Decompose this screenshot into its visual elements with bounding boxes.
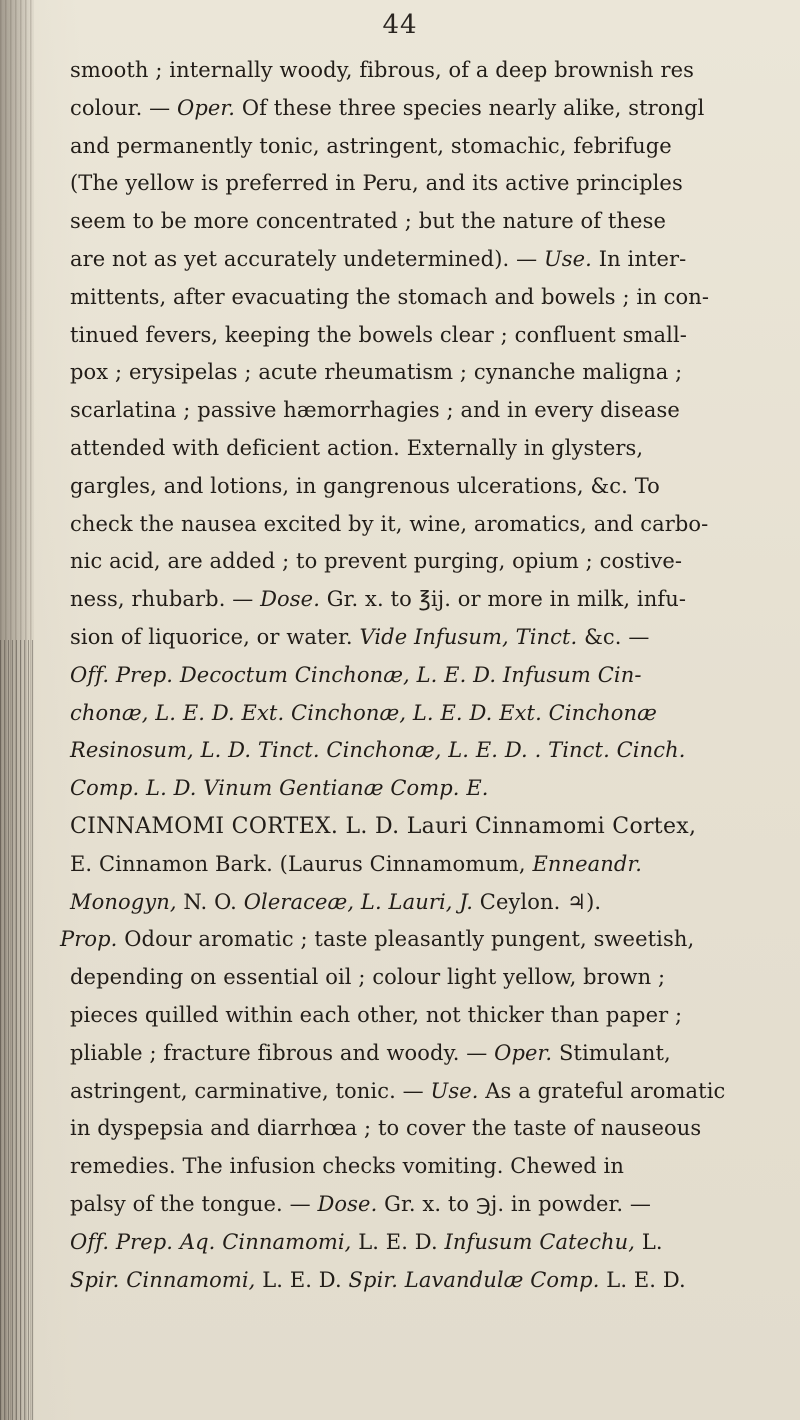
body-text: [60, 52, 796, 1299]
text-segment: Of these three species nearly alike, strongl: [235, 95, 705, 120]
text-segment: astringent, carminative, tonic. —: [70, 1078, 431, 1103]
text-line: [70, 203, 796, 241]
text-line: [70, 657, 796, 695]
page-stack-edge: [0, 640, 34, 1420]
text-segment: CINNAMOMI CORTEX. L. D. Lauri Cinnamomi Cortex,: [70, 813, 697, 839]
italic-text: Oleraceæ, L. Lauri, J.: [243, 889, 473, 914]
text-segment: are not as yet accurately undetermined). —: [70, 246, 544, 271]
italic-text: Prop.: [60, 927, 118, 952]
text-line: [70, 846, 796, 884]
italic-text: chonæ, L. E. D. Ext. Cinchonæ, L. E. D. Ext. Cinchonæ: [70, 700, 657, 725]
text-line: [70, 354, 796, 392]
text-line: [70, 884, 796, 922]
text-segment: gargles, and lotions, in gangrenous ulcerations, &c. To: [70, 473, 660, 498]
text-line: [70, 317, 796, 355]
text-line: [70, 1073, 796, 1111]
text-line: [70, 90, 796, 128]
italic-text: Off. Prep. Aq. Cinnamomi,: [70, 1229, 352, 1254]
text-line: [70, 808, 796, 846]
text-segment: in dyspepsia and diarrhœa ; to cover the taste of nauseous: [70, 1116, 702, 1141]
text-line: [70, 1186, 796, 1224]
text-segment: pox ; erysipelas ; acute rheumatism ; cynanche maligna ;: [70, 360, 683, 385]
italic-text: Off. Prep. Decoctum Cinchonæ, L. E. D. Infusum Cin-: [70, 662, 642, 687]
italic-text: Spir. Lavandulæ Comp.: [348, 1267, 600, 1292]
text-line: [70, 279, 796, 317]
text-segment: pliable ; fracture fibrous and woody. —: [70, 1040, 495, 1065]
italic-text: Vide Infusum, Tinct.: [359, 624, 578, 649]
text-segment: ness, rhubarb. —: [70, 587, 261, 612]
text-line: [70, 128, 796, 166]
text-line: [70, 997, 796, 1035]
text-segment: attended with deficient action. Externally in glysters,: [70, 435, 644, 460]
text-line: [70, 695, 796, 733]
text-line: [70, 770, 796, 808]
text-line: [70, 1224, 796, 1262]
italic-text: Oper.: [494, 1040, 553, 1065]
text-segment: pieces quilled within each other, not thicker than paper ;: [70, 1002, 683, 1027]
text-line: [70, 959, 796, 997]
text-segment: smooth ; internally woody, fibrous, of a deep brownish res: [70, 58, 694, 82]
text-segment: sion of liquorice, or water.: [70, 624, 360, 649]
italic-text: Oper.: [177, 95, 236, 120]
text-line: [70, 468, 796, 506]
text-segment: E. Cinnamon Bark. (Laurus Cinnamomum,: [70, 851, 533, 876]
text-segment: mittents, after evacuating the stomach and bowels ; in con-: [70, 284, 710, 309]
text-segment: L.: [635, 1229, 663, 1254]
text-line: [70, 52, 796, 90]
text-segment: (The yellow is preferred in Peru, and its active principles: [70, 171, 683, 196]
italic-text: Spir. Cinnamomi,: [70, 1267, 256, 1292]
italic-text: Dose.: [260, 587, 320, 612]
text-line: [70, 1035, 796, 1073]
text-segment: seem to be more concentrated ; but the nature of these: [70, 209, 666, 234]
italic-text: Monogyn,: [70, 889, 177, 914]
text-line: [70, 241, 796, 279]
text-segment: Odour aromatic ; taste pleasantly pungent, sweetish,: [117, 927, 695, 952]
text-segment: L. E. D.: [599, 1267, 686, 1292]
text-segment: &c. —: [577, 624, 650, 649]
text-line: [70, 1262, 796, 1300]
text-segment: Stimulant,: [552, 1040, 671, 1065]
text-segment: palsy of the tongue. —: [70, 1191, 318, 1216]
text-segment: Gr. x. to ℥ij. or more in milk, infu-: [320, 587, 687, 612]
italic-text: Comp. L. D. Vinum Gentianæ Comp. E.: [70, 776, 489, 801]
text-line: [70, 165, 796, 203]
text-line: [70, 430, 796, 468]
italic-text: Dose.: [317, 1191, 378, 1216]
text-line: [60, 921, 796, 959]
text-segment: and permanently tonic, astringent, stomachic, febrifuge: [70, 133, 672, 158]
text-segment: tinued fevers, keeping the bowels clear ; confluent small-: [70, 322, 687, 347]
italic-text: Infusum Catechu,: [444, 1229, 636, 1254]
text-segment: In inter-: [591, 246, 687, 271]
italic-text: Use.: [543, 246, 592, 271]
text-segment: L. E. D.: [351, 1229, 445, 1254]
text-segment: Ceylon. ♃).: [473, 889, 602, 914]
page-number: 44: [382, 10, 418, 40]
text-segment: nic acid, are added ; to prevent purging, opium ; costive-: [70, 549, 683, 574]
text-line: [70, 392, 796, 430]
text-line: [70, 1148, 796, 1186]
text-segment: N. O.: [176, 889, 244, 914]
text-segment: L. E. D.: [255, 1267, 349, 1292]
italic-text: Enneandr.: [532, 851, 643, 876]
text-segment: check the nausea excited by it, wine, aromatics, and carbo-: [70, 511, 709, 536]
text-segment: scarlatina ; passive hæmorrhagies ; and in every disease: [70, 398, 680, 423]
text-line: [70, 543, 796, 581]
text-line: [70, 581, 796, 619]
text-segment: colour. —: [70, 95, 178, 120]
text-line: [70, 619, 796, 657]
text-segment: Gr. x. to ℈j. in powder. —: [377, 1191, 651, 1216]
italic-text: Resinosum, L. D. Tinct. Cinchonæ, L. E. D. . Tinct. Cinch.: [70, 738, 686, 763]
text-line: [70, 506, 796, 544]
text-segment: depending on essential oil ; colour light yellow, brown ;: [70, 965, 666, 990]
italic-text: Use.: [430, 1078, 479, 1103]
text-segment: remedies. The infusion checks vomiting. Chewed in: [70, 1154, 624, 1179]
text-segment: As a grateful aromatic: [478, 1078, 726, 1103]
text-line: [70, 1110, 796, 1148]
text-line: [70, 732, 796, 770]
